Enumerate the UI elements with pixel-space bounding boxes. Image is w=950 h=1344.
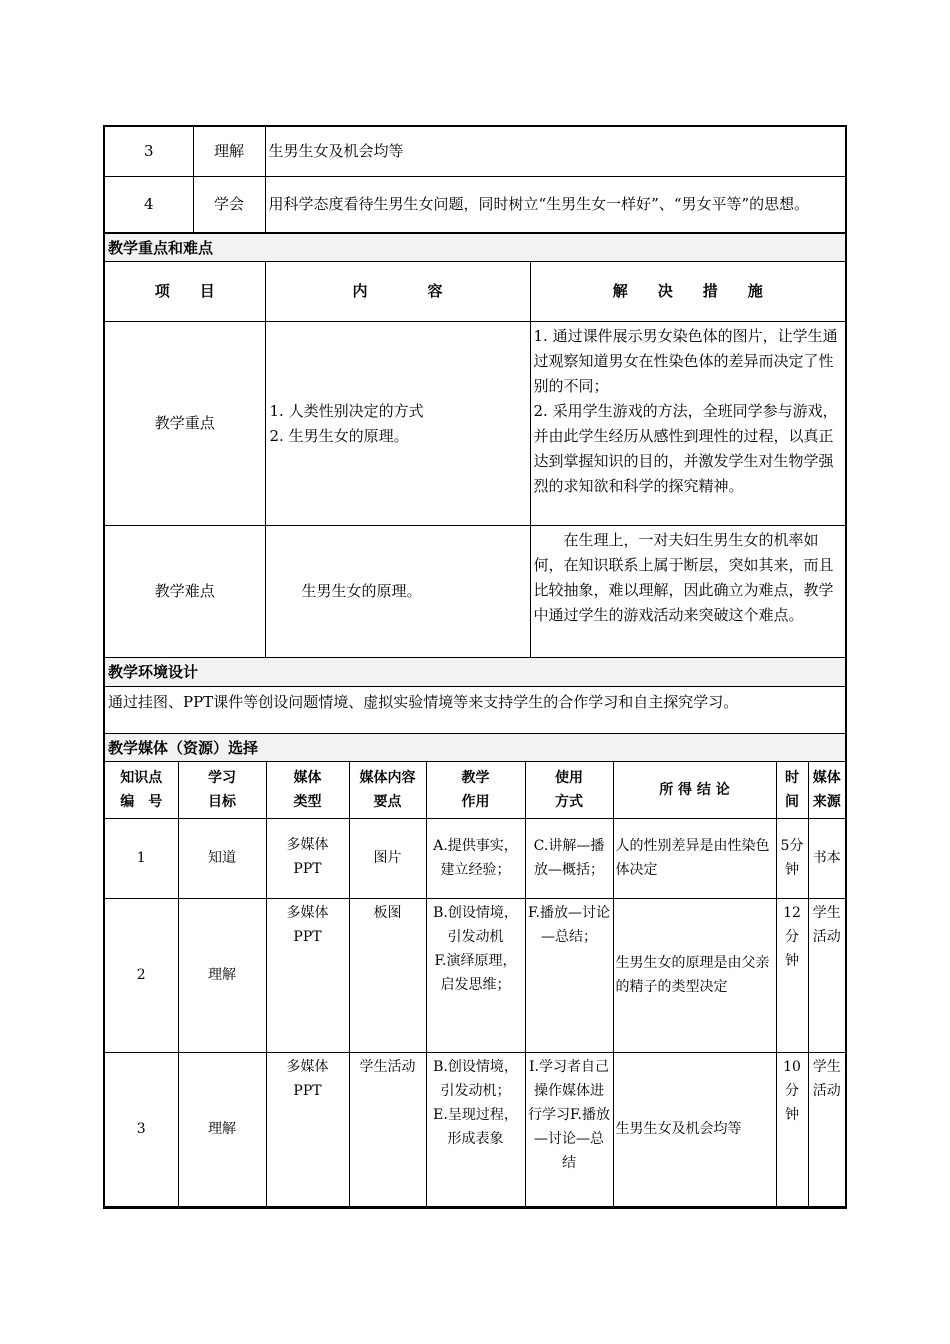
media-type: 多媒体 PPT [266,818,349,898]
environment-title: 教学环境设计 [105,658,845,687]
media-source: 书本 [808,818,845,898]
media-type: 多媒体 PPT [266,898,349,1052]
objective-no: 4 [105,176,193,232]
media-goal: 知道 [178,818,266,898]
objective-level: 学会 [193,176,265,232]
keypoint-content [265,526,530,658]
media-header: 使用 方式 [525,762,613,818]
media-row [105,898,845,1052]
objectives-table [103,125,847,233]
media-time: 10分钟 [776,1052,808,1206]
keypoints-section [103,233,847,659]
keypoints-title: 教学重点和难点 [105,233,845,262]
media-use: C.讲解—播放—概括； [525,818,613,898]
keypoint-measures: 1. 通过课件展示男女染色体的图片，让学生通过观察知道男女在性染色体的差异而决定了性别的不同； 2. 采用学生游戏的方法，全班同学参与游戏，并由此学生经历从感性到理性的过程，以真正达到掌握知识的目的，并激发学生对生物学强烈的求知欲和科学的探究精神。 [530,322,845,526]
media-time: 12分钟 [776,898,808,1052]
environment-text: 通过挂图、PPT课件等创设问题情境、虚拟实验情境等来支持学生的合作学习和自主探究学习。 [108,693,739,711]
media-role: B.创设情境，引发动机 F.演绎原理，启发思维； [426,898,525,1052]
media-content: 图片 [349,818,426,898]
media-conclusion: 人的性别差异是由性染色体决定 [613,818,776,898]
media-header: 所 得 结 论 [613,762,776,818]
header-content: 内 容 [265,262,530,322]
keypoint-row-difficulty [105,526,845,658]
media-goal: 理解 [178,1052,266,1206]
media-content: 板图 [349,898,426,1052]
keypoint-row-focus [105,322,845,526]
media-header: 媒体内容 要点 [349,762,426,818]
header-item: 项 目 [105,262,265,322]
media-title: 教学媒体（资源）选择 [105,733,845,762]
media-no: 3 [105,1052,178,1206]
keypoint-content-line: 1. 人类性别决定的方式 [269,401,424,420]
media-section [103,733,847,1209]
environment-section [103,658,847,733]
media-content: 学生活动 [349,1052,426,1206]
objective-row [105,176,845,232]
media-header: 知识点 编 号 [105,762,178,818]
media-conclusion: 生男生女的原理是由父亲的精子的类型决定 [613,898,776,1052]
keypoints-header-row [105,262,845,322]
lesson-plan-sheet [103,125,847,1209]
keypoint-content-line: 生男生女的原理。 [301,582,422,600]
objective-row [105,127,845,176]
media-no: 1 [105,818,178,898]
media-row [105,1052,845,1206]
media-header: 教学 作用 [426,762,525,818]
media-conclusion: 生男生女及机会均等 [613,1052,776,1206]
media-type: 多媒体 PPT [266,1052,349,1206]
media-use: F.播放—讨论—总结； [525,898,613,1052]
keypoint-content [265,322,530,526]
objective-content: 用科学态度看待生男生女问题，同时树立“生男生女一样好”、“男女平等”的思想。 [265,176,845,232]
header-measures: 解 决 措 施 [530,262,845,322]
media-row [105,818,845,898]
objective-content: 生男生女及机会均等 [265,127,845,176]
media-header: 媒体 来源 [808,762,845,818]
media-header: 时 间 [776,762,808,818]
media-role: B.创设情境，引发动机； E.呈现过程，形成表象 [426,1052,525,1206]
media-no: 2 [105,898,178,1052]
media-goal: 理解 [178,898,266,1052]
objective-no: 3 [105,127,193,176]
media-source: 学生活动 [808,898,845,1052]
media-source: 学生活动 [808,1052,845,1206]
objective-level: 理解 [193,127,265,176]
media-role: A.提供事实，建立经验； [426,818,525,898]
keypoint-measures: 在生理上，一对夫妇生男生女的机率如何，在知识联系上属于断层，突如其来，而且比较抽象，难以理解，因此确立为难点，教学中通过学生的游戏活动来突破这个难点。 [530,526,845,658]
media-header: 媒体 类型 [266,762,349,818]
keypoint-content-line: 2. 生男生女的原理。 [269,426,409,445]
media-header-row [105,762,845,818]
media-header: 学习 目标 [178,762,266,818]
media-use: I.学习者自己操作媒体进行学习F.播放—讨论—总结 [525,1052,613,1206]
keypoint-item: 教学重点 [105,322,265,526]
media-time: 5分钟 [776,818,808,898]
keypoint-item: 教学难点 [105,526,265,658]
